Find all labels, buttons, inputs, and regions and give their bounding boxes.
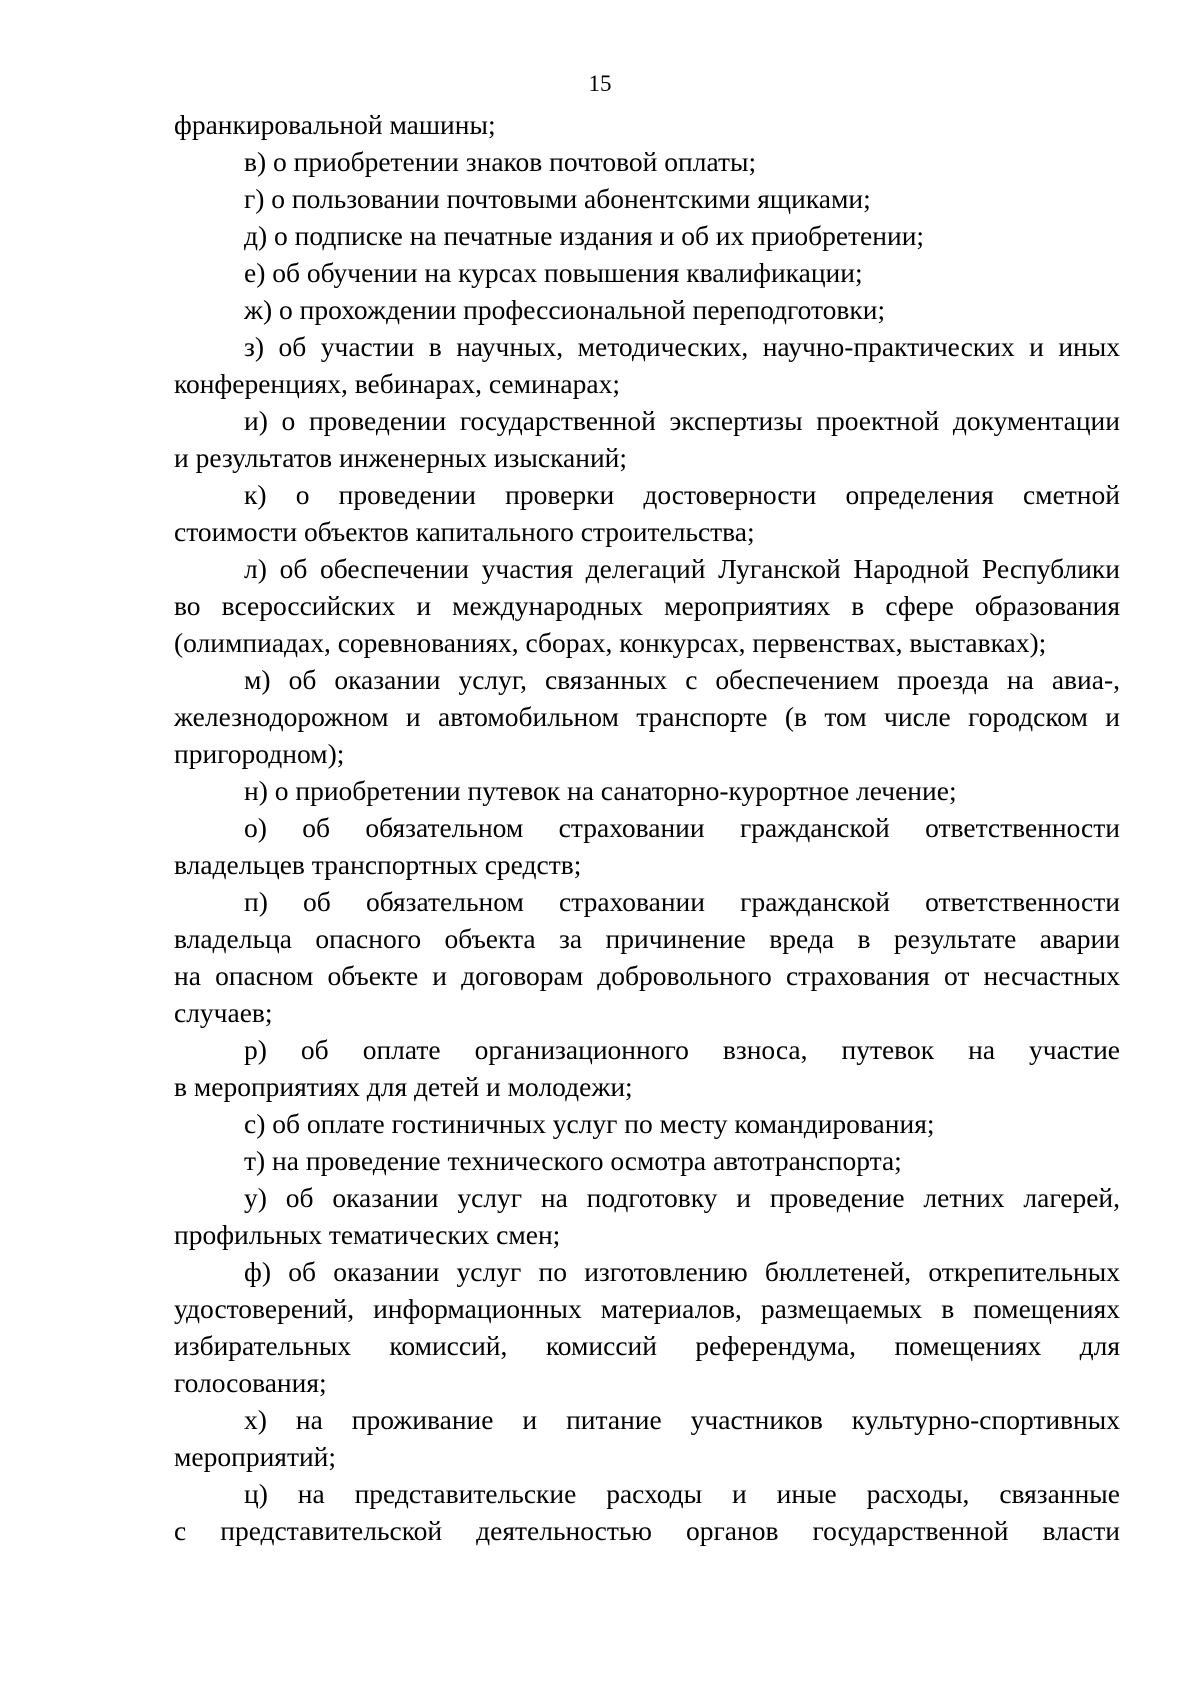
text-line: владельцев транспортных средств; bbox=[174, 849, 582, 880]
text-line: с представительской деятельностью органов государственной власти bbox=[174, 1515, 1120, 1546]
text-line: р) об оплате организационного взноса, путевок на участие bbox=[244, 1034, 1120, 1065]
text-line: о) об обязательном страховании гражданской ответственности bbox=[244, 812, 1120, 843]
text-line: владельца опасного объекта за причинение вреда в результате аварии bbox=[174, 923, 1120, 954]
text-line: во всероссийских и международных мероприятиях в сфере образования bbox=[174, 590, 1120, 621]
text-line: м) об оказании услуг, связанных с обеспечением проезда на авиа-, bbox=[244, 664, 1120, 695]
text-line: с) об оплате гостиничных услуг по месту командирования; bbox=[244, 1108, 935, 1139]
text-line: профильных тематических смен; bbox=[174, 1219, 561, 1250]
text-line: ц) на представительские расходы и иные расходы, связанные bbox=[244, 1478, 1120, 1509]
text-line: случаев; bbox=[174, 997, 273, 1028]
text-line: мероприятий; bbox=[174, 1441, 337, 1472]
page-number: 15 bbox=[588, 71, 612, 96]
text-line: х) на проживание и питание участников культурно-спортивных bbox=[244, 1404, 1120, 1435]
text-line: з) об участии в научных, методических, научно-практических и иных bbox=[244, 331, 1120, 362]
text-line: (олимпиадах, соревнованиях, сборах, конкурсах, первенствах, выставках); bbox=[174, 627, 1047, 658]
text-line: франкировальной машины; bbox=[174, 109, 496, 140]
text-line: г) о пользовании почтовыми абонентскими ящиками; bbox=[244, 183, 871, 214]
text-line: л) об обеспечении участия делегаций Луганской Народной Республики bbox=[244, 553, 1120, 584]
text-line: н) о приобретении путевок на санаторно-курортное лечение; bbox=[244, 775, 957, 806]
text-line: в) о приобретении знаков почтовой оплаты; bbox=[244, 146, 757, 177]
text-line: железнодорожном и автомобильном транспорте (в том числе городском и bbox=[174, 701, 1120, 732]
text-line: и) о проведении государственной экспертизы проектной документации bbox=[244, 405, 1120, 436]
text-line: д) о подписке на печатные издания и об их приобретении; bbox=[244, 220, 925, 251]
text-line: к) о проведении проверки достоверности определения сметной bbox=[244, 479, 1120, 510]
text-line: конференциях, вебинарах, семинарах; bbox=[174, 368, 620, 399]
text-line: ж) о прохождении профессиональной переподготовки; bbox=[244, 294, 886, 325]
text-line: избирательных комиссий, комиссий референдума, помещениях для bbox=[174, 1330, 1120, 1361]
text-line: у) об оказании услуг на подготовку и проведение летних лагерей, bbox=[244, 1182, 1120, 1213]
text-line: стоимости объектов капитального строительства; bbox=[174, 516, 755, 547]
text-line: удостоверений, информационных материалов, размещаемых в помещениях bbox=[174, 1293, 1120, 1324]
text-line: пригородном); bbox=[174, 738, 345, 769]
text-line: т) на проведение технического осмотра автотранспорта; bbox=[244, 1145, 902, 1176]
text-line: е) об обучении на курсах повышения квалификации; bbox=[244, 257, 863, 288]
text-line: и результатов инженерных изысканий; bbox=[174, 442, 628, 473]
text-line: голосования; bbox=[174, 1367, 327, 1398]
text-line: на опасном объекте и договорам добровольного страхования от несчастных bbox=[174, 960, 1120, 991]
text-line: п) об обязательном страховании гражданской ответственности bbox=[244, 886, 1120, 917]
text-line: в мероприятиях для детей и молодежи; bbox=[174, 1071, 633, 1102]
text-line: ф) об оказании услуг по изготовлению бюллетеней, открепительных bbox=[244, 1256, 1120, 1287]
